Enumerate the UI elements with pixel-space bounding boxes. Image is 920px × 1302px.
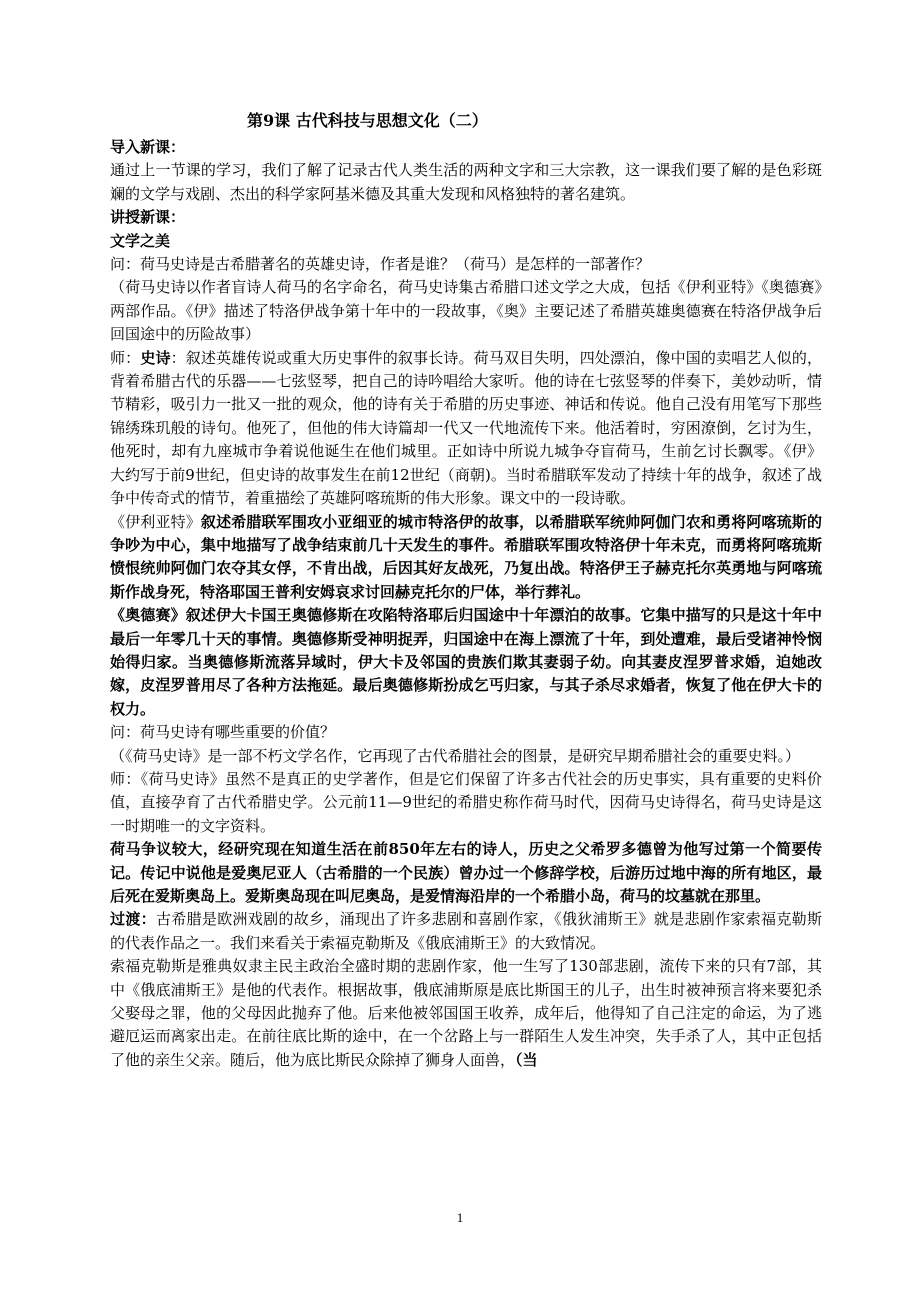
section-heading: 文学之美	[110, 231, 171, 250]
question-2: 问：荷马史诗有哪些重要的价值？	[110, 723, 336, 742]
odyssey-text: 叙述伊大卡国王奥德修斯在攻陷特洛耶后归国途中十年漂泊的故事。它集中描写的只是这十年中最后一年零几十天的事情。奥德修斯受神明捉弄，归国途中在海上漂流了十年，到处遭难，最后受诸神怜悯始得归家。当奥德修斯流落异域时，伊大卡及邻国的贵族们欺其妻弱子幼。向其妻皮涅罗普求婚，迫她改嫁，皮涅罗普用尽了各种方法拖延。最后奥德修斯扮成乞丐归家，与其子杀尽求婚者，恢复了他在伊大卡的权力。	[110, 606, 822, 718]
odyssey-title: 《奥德赛》	[110, 606, 186, 625]
teacher-paragraph-1	[110, 347, 822, 511]
document-body	[110, 108, 822, 1072]
question-1: 问：荷马史诗是古希腊著名的英雄史诗，作者是谁？（荷马）是怎样的一部著作？	[110, 255, 651, 274]
odyssey-paragraph	[110, 604, 822, 721]
homer-paragraph: 荷马争议较大，经研究现在知道生活在前850年左右的诗人，历史之父希罗多德曾为他写过第一个简要传记。传记中说他是爱奥尼亚人（古希腊的一个民族）曾办过一个修辞学校，后游历过地中海的所有地区，最后死在爱斯奥岛上。爱斯奥岛现在叫尼奥岛，是爱情海沿岸的一个希腊小岛，荷马的坟墓就在那里。	[110, 840, 822, 905]
transition-text: 古希腊是欧洲戏剧的故乡，涌现出了许多悲剧和喜剧作家，《俄狄浦斯王》就是悲剧作家索福克勒斯的代表作品之一。我们来看关于索福克勒斯及《俄底浦斯王》的大致情况。	[110, 910, 822, 952]
intro-paragraph: 通过上一节课的学习，我们了解了记录古代人类生活的两种文字和三大宗教，这一课我们要了解的是色彩斑斓的文学与戏剧、杰出的科学家阿基米德及其重大发现和风格独特的著名建筑。	[110, 161, 822, 203]
sophocles-bold-tail: （当	[515, 1050, 538, 1069]
page-title: 第9课 古代科技与思想文化（二）	[247, 111, 488, 130]
transition-paragraph	[110, 908, 822, 955]
teacher-prefix: 师：	[110, 348, 141, 367]
epic-term: 史诗	[140, 348, 171, 367]
sophocles-text: 索福克勒斯是雅典奴隶主民主政治全盛时期的悲剧作家，他一生写了130部悲剧，流传下来的只有7部，其中《俄底浦斯王》是他的代表作。根据故事，俄底浦斯原是底比斯国王的儿子，出生时被神预言将来要犯杀父娶母之罪，他的父母因此抛弃了他。后来他被邻国国王收养，成年后，他得知了自己注定的命运，为了逃避厄运而离家出走。在前往底比斯的途中，在一个岔路上与一群陌生人发生冲突，失手杀了人，其中正包括了他的亲生父亲。随后，他为底比斯民众除掉了狮身人面兽，	[110, 957, 822, 1069]
page-number: 1	[456, 1210, 464, 1225]
iliad-text: 叙述希腊联军围攻小亚细亚的城市特洛伊的故事，以希腊联军统帅阿伽门农和勇将阿喀琉斯的争吵为中心，集中地描写了战争结束前几十天发生的事件。希腊联军围攻特洛伊十年未克，而勇将阿喀琉斯愤恨统帅阿伽门农夺其女俘，不肯出战，后因其好友战死，乃复出战。特洛伊王子赫克托尔英勇地与阿喀琉斯作战身死，特洛耶国王普利安姆哀求讨回赫克托尔的尸体，举行葬礼。	[110, 512, 822, 601]
answer-2: （《荷马史诗》是一部不朽文学名作，它再现了古代希腊社会的图景，是研究早期希腊社会的重要史料。）	[110, 746, 801, 765]
transition-label: 过渡：	[110, 910, 156, 929]
intro-heading: 导入新课：	[110, 138, 186, 156]
iliad-title: 《伊利亚特》	[110, 512, 201, 531]
lecture-heading: 讲授新课：	[110, 208, 186, 227]
sophocles-paragraph	[110, 955, 822, 1072]
teacher-paragraph-2: 师：《荷马史诗》虽然不是真正的史学著作，但是它们保留了许多古代社会的历史事实，具有重要的史料价值，直接孕育了古代希腊史学。公元前11—9世纪的希腊史称作荷马时代，因荷马史诗得名，荷马史诗是这一时期唯一的文字资料。	[110, 769, 822, 835]
teacher-text: ：叙述英雄传说或重大历史事件的叙事长诗。荷马双目失明，四处漂泊，像中国的卖唱艺人似的，背着希腊古代的乐器——七弦竖琴，把自己的诗吟唱给大家听。他的诗在七弦竖琴的伴奏下，美妙动听，情节精彩，吸引力一批又一批的观众，他的诗有关于希腊的历史事迹、神话和传说。他自己没有用笔写下那些锦绣珠玑般的诗句。他死了，但他的伟大诗篇却一代又一代地流传下来。他活着时，穷困潦倒，乞讨为生，他死时，却有九座城市争着说他诞生在他们城里。正如诗中所说九城争夺盲荷马，生前乞讨长飘零。《伊》大约写于前9世纪，但史诗的故事发生在前12世纪（商朝)。当时希腊联军发动了持续十年的战争，叙述了战争中传奇式的情节，着重描绘了英雄阿喀琉斯的伟大形象。课文中的一段诗歌。	[110, 348, 822, 508]
answer-1: （荷马史诗以作者盲诗人荷马的名字命名，荷马史诗集古希腊口述文学之大成，包括《伊利亚特》《奥德赛》两部作品。《伊》描述了特洛伊战争第十年中的一段故事，《奥》主要记述了希腊英雄奥德赛在特洛伊战争后回国途中的历险故事）	[110, 278, 822, 344]
iliad-paragraph	[110, 511, 822, 605]
